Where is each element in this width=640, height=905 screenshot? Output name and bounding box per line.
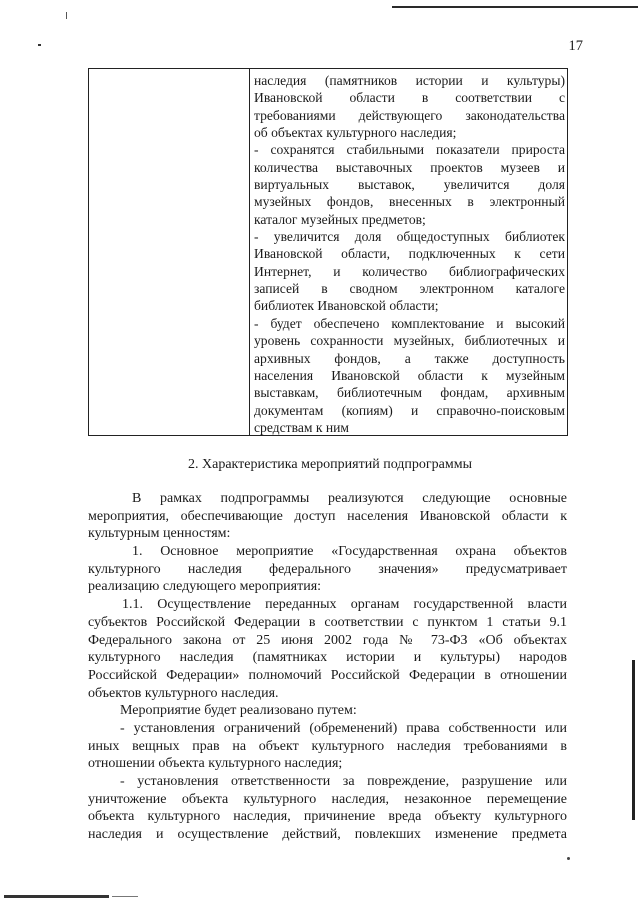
table-cell-line: об объектах культурного наследия; — [254, 125, 457, 141]
paragraph-line: иных вещных прав на объект культурного наследия требованиями в — [88, 738, 567, 754]
paragraph-line: реализацию следующего мероприятия: — [88, 579, 322, 595]
table-cell-line: записей в сводном электронном каталоге — [254, 281, 565, 297]
table-cell-line: выставкам, библиотечным фондам, архивным — [254, 385, 565, 401]
table-cell-line: - сохранятся стабильными показатели прироста — [254, 142, 565, 158]
paragraph-line: мероприятия, обеспечивающие доступ населения Ивановской области к — [88, 508, 567, 524]
table-cell-line: Ивановской области, подключенных к сети — [254, 246, 565, 262]
table-cell-line: Ивановской области в соответствии с — [254, 90, 565, 106]
table-cell-line: музейных фондов, внесенных в электронный — [254, 194, 565, 210]
scan-artifact-right-edge — [632, 660, 635, 820]
page-number: 17 — [568, 38, 583, 54]
paragraph-line: Федерального закона от 25 июня 2002 года № 73-ФЗ «Об объектах — [88, 632, 567, 648]
paragraph-line: культурного наследия федерального значения» предусматривает — [88, 561, 567, 577]
table-cell-line: уровень сохранности музейных, библиотечных и — [254, 333, 565, 349]
scan-artifact-bottom-line — [4, 895, 109, 898]
scan-artifact-bottom-line-faint — [112, 896, 138, 897]
section-title: 2. Характеристика мероприятий подпрограммы — [188, 457, 472, 472]
paragraph-line: уничтожение объекта культурного наследия, незаконное перемещение — [88, 791, 567, 807]
table-cell-line: виртуальных выставок, увеличится доля — [254, 177, 565, 193]
table-cell-line: наследия (памятников истории и культуры) — [254, 73, 565, 88]
table-cell-line: каталог музейных предметов; — [254, 211, 426, 227]
table-cell-line: - увеличится доля общедоступных библиотек — [254, 229, 565, 245]
table-cell-line: требованиями действующего законодательства — [254, 107, 565, 123]
body-text — [88, 490, 567, 844]
table-cell-line: населения Ивановской области к музейным — [254, 367, 565, 383]
table-cell-line: библиотек Ивановской области; — [254, 298, 439, 314]
paragraph-line: объекта культурного наследия, причинение вреда объекту культурного — [88, 809, 567, 825]
scan-artifact-top-line — [392, 6, 638, 8]
paragraph-line: В рамках подпрограммы реализуются следующие основные — [132, 491, 567, 506]
scan-artifact-dot-right — [567, 857, 570, 860]
table-cell-line: средствам к ним — [254, 419, 350, 435]
scan-artifact-dot — [38, 44, 41, 46]
paragraph-line: субъектов Российской Федерации в соответствии с пунктом 1 статьи 9.1 — [88, 614, 567, 630]
table-right-cell — [254, 72, 565, 436]
paragraph-line: 1.1. Осуществление переданных органам государственной власти — [122, 597, 567, 613]
paragraph-line: 1. Основное мероприятие «Государственная охрана объектов — [132, 544, 567, 560]
table-cell-line: документам (копиям) и справочно-поисковым — [254, 402, 565, 418]
table-cell-line: - будет обеспечено комплектование и высокий — [254, 315, 565, 331]
paragraph-line: Мероприятие будет реализовано путем: — [120, 703, 357, 719]
paragraph-line: - установления ответственности за повреждение, разрушение или — [120, 774, 567, 789]
paragraph-line: объектов культурного наследия. — [88, 685, 279, 701]
table-cell-line: архивных фондов, а также доступность — [254, 350, 565, 366]
table-cell-line: количества выставочных проектов музеев и — [254, 159, 565, 175]
paragraph-line: - установления ограничений (обременений) права собственности или — [120, 720, 567, 736]
table-column-divider — [249, 68, 250, 436]
paragraph-line: культурного наследия (памятниках истории и культуры) народов — [88, 650, 567, 666]
paragraph-line: наследия и осуществление действий, повлекших изменение предмета — [88, 827, 567, 843]
table-cell-line: Интернет, и количество библиографических — [254, 263, 565, 279]
scan-artifact-mark — [66, 12, 67, 19]
paragraph-line: Российской Федерации» полномочий Российской Федерации в отношении — [88, 667, 567, 683]
paragraph-line: культурным ценностям: — [88, 526, 231, 542]
paragraph-line: отношении объекта культурного наследия; — [88, 756, 343, 772]
